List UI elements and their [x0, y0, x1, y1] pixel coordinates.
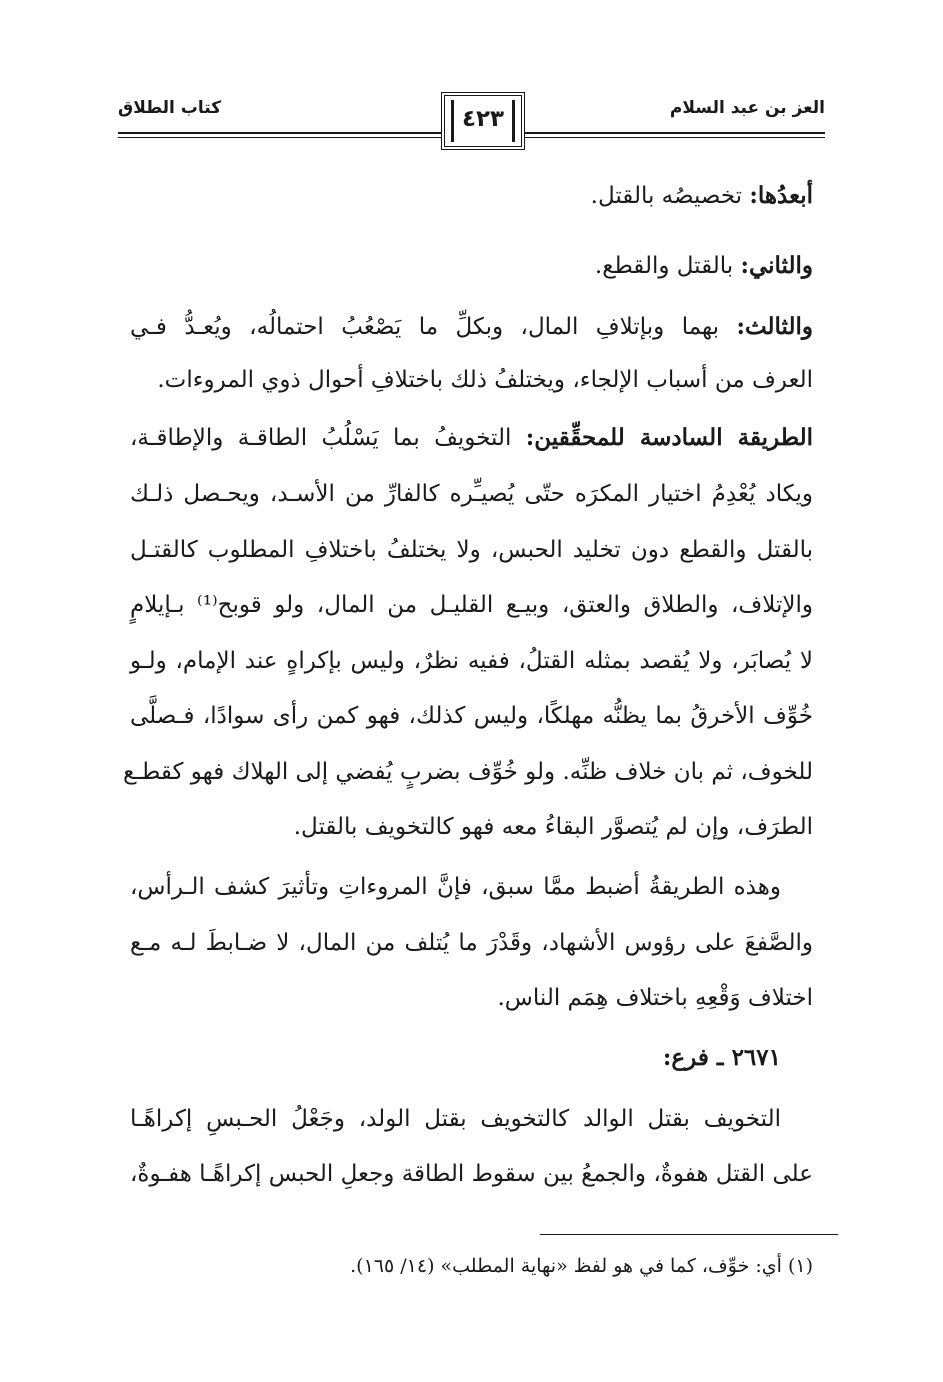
author-title: العز بن عبد السلام [669, 98, 825, 118]
text-line: والثاني: بالقتل والقطع. [594, 252, 813, 279]
text-line: العرف من أسباب الإلجاء، ويختلفُ ذلك باختلافِ أحوال ذوي المروءات. [157, 367, 813, 393]
page-number: ٤٢٣ [461, 106, 505, 132]
section-heading: ٢٦٧١ ـ فرع: [662, 1044, 781, 1071]
text-line: ويكاد يُعْدِمُ اختيار المكرَه حتّى يُصيـِّره كالفارِّ من الأسـد، ويحـصل ذلـك [130, 481, 813, 507]
text-line: خُوِّف الأخرقُ بما يظنُّه مهلكًا، وليس كذلك، فهو كمن رأى سوادًا، فـصلَّى [130, 703, 813, 729]
text-line: والإتلاف، والطلاق والعتق، وبيـع القليـل من المال، ولو قوبح⁽¹⁾ بـإيلامٍ [130, 592, 814, 618]
text-line: وهذه الطريقةُ أضبط ممَّا سبق، فإنَّ المروءاتِ وتأثيرَ كشف الـرأس، [130, 874, 781, 900]
text-line: لا يُصابَر، ولا يُقصد بمثله القتلُ، ففيه نظرٌ، وليس بإكراهٍ عند الإمام، ولـو [130, 648, 813, 674]
text-line: الطرَف، وإن لم يُتصوَّر البقاءُ معه فهو كالتخويف بالقتل. [293, 814, 813, 840]
text-line: الطريقة السادسة للمحقِّقين: التخويفُ بما يَسْلُبُ الطاقـة والإطاقـة، [130, 424, 813, 451]
page-number-frame [441, 92, 525, 150]
text-line: بالقتل والقطع دون تخليد الحبس، ولا يختلفُ باختلافِ المطلوب كالقتـل [130, 537, 813, 563]
text-line: والثالث: بهما وبإتلافِ المال، وبكلِّ ما يَصْعُبُ احتمالُه، ويُعـدُّ فـي [130, 313, 813, 340]
text-line: أبعدُها: تخصيصُه بالقتل. [590, 182, 813, 209]
footnote: (١) أي: خوِّف، كما في هو لفظ «نهاية المطلب» (١٤/ ١٦٥). [350, 1255, 813, 1277]
text-line: التخويف بقتل الوالد كالتخويف بقتل الولد، وجَعْلُ الحـبسِ إكراهًـا [130, 1106, 781, 1132]
footnote-rule [540, 1234, 838, 1235]
text-line: على القتل هفوةٌ، والجمعُ بين سقوط الطاقة وجعلِ الحبس إكراهًـا هفـوةٌ، [129, 1161, 813, 1187]
text-line: للخوف، ثم بان خلاف ظنِّه. ولو خُوِّف بضربٍ يُفضي إلى الهلاك فهو كقطـع [123, 759, 813, 785]
text-line: اختلاف وَقْعِهِ باختلاف هِمَم الناس. [497, 985, 813, 1011]
text-line: والصَّفعَ على رؤوس الأشهاد، وقَدْرَ ما يُتلف من المال، لا ضـابطَ لـه مـع [130, 930, 813, 956]
chapter-title: كتاب الطلاق [118, 98, 222, 118]
